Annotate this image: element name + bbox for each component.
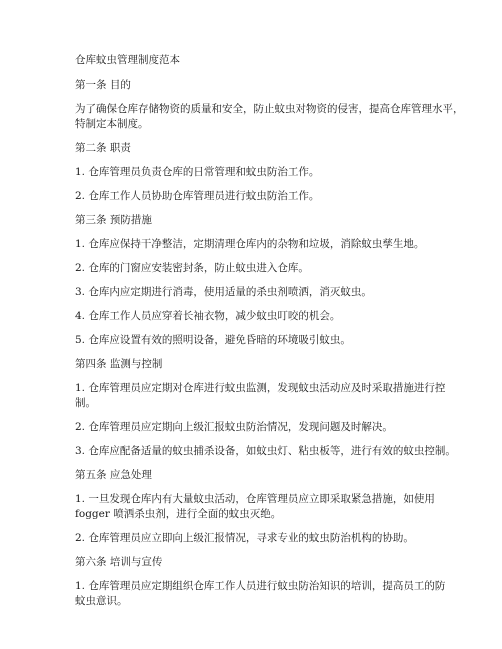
document-page (75, 53, 464, 618)
section-heading: 第三条 预防措施 (75, 214, 152, 226)
list-item (75, 333, 435, 348)
list-item-text: 1. 一旦发现仓库内有大量蚊虫活动，仓库管理员应立即采取紧急措施，如使用 (75, 493, 435, 505)
section-3 (75, 213, 435, 348)
section-4 (75, 357, 456, 459)
list-item (75, 189, 435, 204)
list-item-text-continued: 制。 (75, 397, 96, 409)
section-heading: 第二条 职责 (75, 142, 131, 154)
list-item-text-continued: 蚊虫意识。 (75, 595, 128, 607)
list-item-text-continued: fogger 喷洒杀虫剂，进行全面的蚊虫灭绝。 (75, 508, 282, 520)
section-5 (75, 468, 435, 546)
list-item (75, 237, 435, 252)
list-item (75, 444, 456, 459)
section-heading: 第四条 监测与控制 (75, 358, 163, 370)
list-item-text: 3. 仓库内应定期进行消毒，使用适量的杀虫剂喷洒，消灭蚊虫。 (75, 286, 372, 298)
section-1 (75, 78, 464, 132)
section-2 (75, 141, 435, 204)
list-item (75, 579, 446, 609)
list-item (75, 492, 435, 522)
list-item (75, 165, 435, 180)
list-item (75, 381, 446, 411)
list-item-text: 1. 仓库应保持干净整洁，定期清理仓库内的杂物和垃圾，消除蚊虫孳生地。 (75, 238, 425, 250)
list-item (75, 309, 435, 324)
list-item-text: 1. 仓库管理员应定期对仓库进行蚊虫监测，发现蚊虫活动应及时采取措施进行控 (75, 382, 446, 394)
section-paragraph (75, 102, 464, 132)
section-6 (75, 555, 446, 609)
list-item-text: 1. 仓库管理员负责仓库的日常管理和蚊虫防治工作。 (75, 166, 320, 178)
paragraph-line: 为了确保仓库存储物资的质量和安全，防止蚊虫对物资的侵害，提高仓库管理水平， (75, 103, 464, 115)
list-item (75, 420, 435, 435)
section-heading: 第六条 培训与宣传 (75, 556, 163, 568)
section-heading: 第一条 目的 (75, 79, 131, 91)
section-heading: 第五条 应急处理 (75, 469, 152, 481)
list-item-text: 2. 仓库的门窗应安装密封条，防止蚊虫进入仓库。 (75, 262, 309, 274)
list-item-text: 2. 仓库管理员应立即向上级汇报情况，寻求专业的蚊虫防治机构的协助。 (75, 532, 414, 544)
list-item-text: 3. 仓库应配备适量的蚊虫捕杀设备，如蚊虫灯、粘虫板等，进行有效的蚊虫控制。 (75, 445, 456, 457)
list-item (75, 531, 435, 546)
list-item-text: 5. 仓库应设置有效的照明设备，避免昏暗的环境吸引蚊虫。 (75, 334, 351, 346)
list-item-text: 4. 仓库工作人员应穿着长袖衣物，减少蚊虫叮咬的机会。 (75, 310, 341, 322)
document-title: 仓库蚊虫管理制度范本 (75, 54, 180, 66)
paragraph-line: 特制定本制度。 (75, 118, 149, 130)
list-item-text: 2. 仓库管理员应定期向上级汇报蚊虫防治情况，发现问题及时解决。 (75, 421, 393, 433)
list-item (75, 261, 435, 276)
list-item (75, 285, 435, 300)
list-item-text: 1. 仓库管理员应定期组织仓库工作人员进行蚊虫防治知识的培训，提高员工的防 (75, 580, 446, 592)
list-item-text: 2. 仓库工作人员协助仓库管理员进行蚊虫防治工作。 (75, 190, 320, 202)
